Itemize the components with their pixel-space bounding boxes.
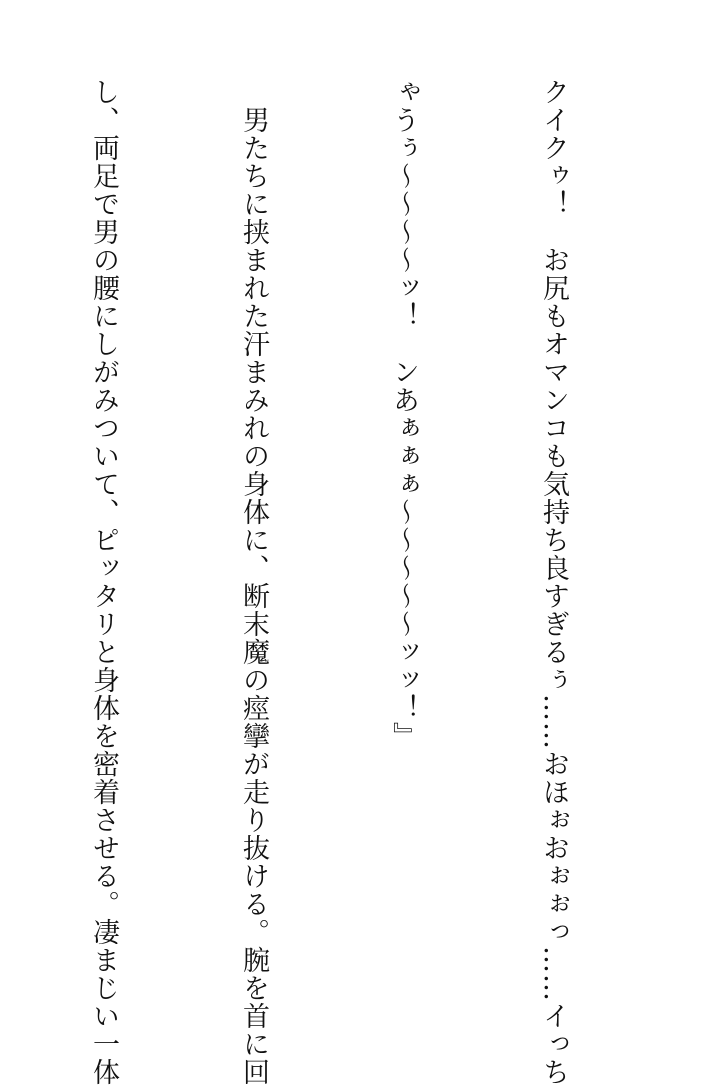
text-line-3: 男たちに挟まれた汗まみれの身体に、断末魔の痙攣が走り抜ける。腕を首に回 xyxy=(238,78,269,1086)
text-line-4: し、両足で男の腰にしがみついて、ピッタリと身体を密着させる。凄まじい一体 xyxy=(88,78,119,1086)
text-line-2: ゃうぅ〜〜〜〜ッ！ ンあぁぁぁ〜〜〜〜〜ッッ！』 xyxy=(388,78,419,750)
novel-text-block xyxy=(38,78,678,1086)
text-line-1: クイクゥ！ お尻もオマンコも気持ち良すぎるぅ……おほぉおぉぉっ……イっち xyxy=(538,78,569,1086)
